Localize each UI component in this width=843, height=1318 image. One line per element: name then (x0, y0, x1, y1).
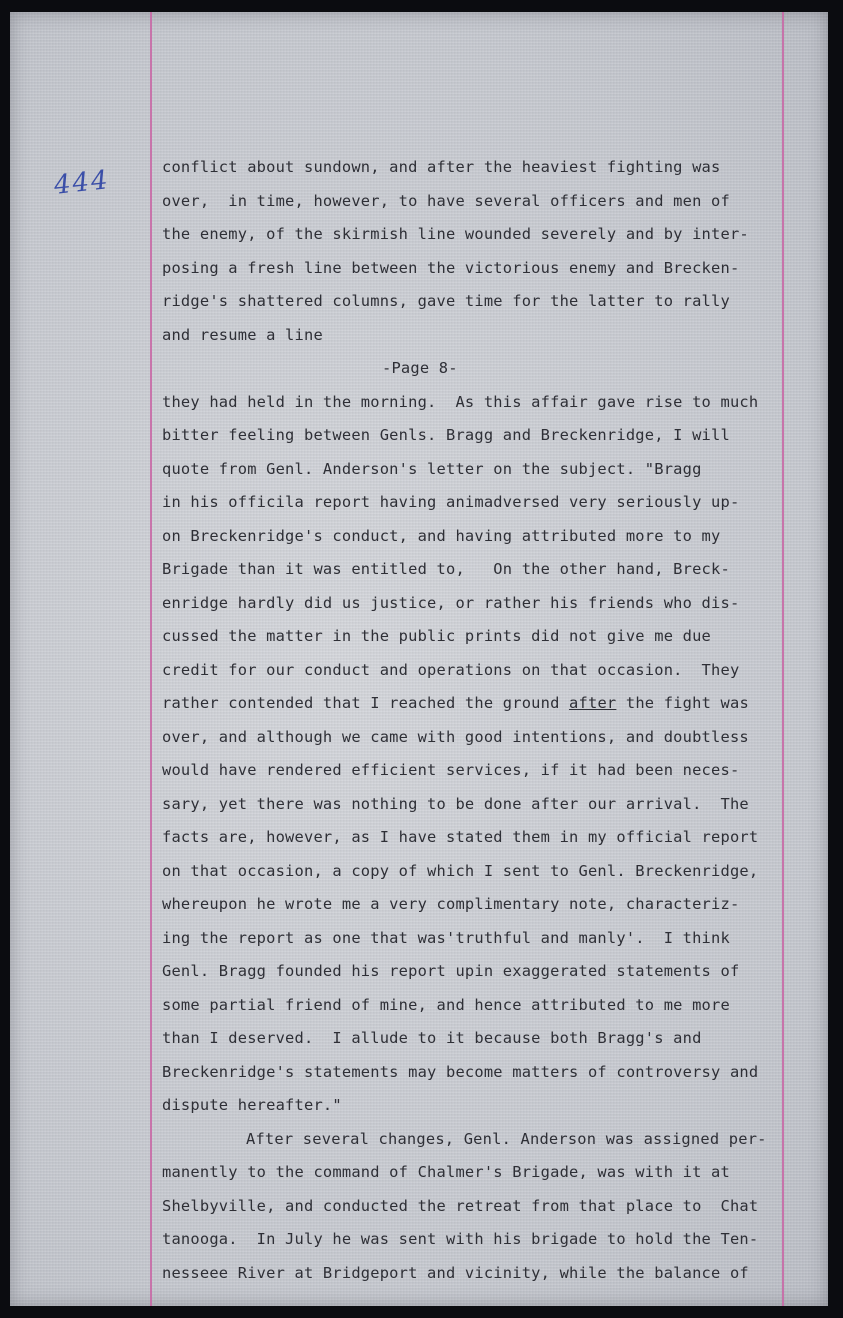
text-line: the enemy, of the skirmish line wounded severely and by inter- (162, 225, 749, 243)
text-line: than I deserved. I allude to it because both Bragg's and (162, 1029, 702, 1047)
left-margin-rule (150, 12, 152, 1306)
text-line: dispute hereafter." (162, 1096, 342, 1114)
text-line: sary, yet there was nothing to be done after our arrival. The (162, 795, 749, 813)
text-line (162, 694, 749, 712)
text-line: in his officila report having animadversed very seriously up- (162, 493, 740, 511)
text-segment: the fight was (616, 694, 749, 712)
page-marker: -Page 8- (382, 359, 458, 377)
text-line: over, in time, however, to have several officers and men of (162, 192, 730, 210)
text-line: on that occasion, a copy of which I sent to Genl. Breckenridge, (162, 862, 759, 880)
text-line: they had held in the morning. As this affair gave rise to much (162, 393, 759, 411)
text-line: Genl. Bragg founded his report upin exaggerated statements of (162, 962, 740, 980)
text-line: tanooga. In July he was sent with his brigade to hold the Ten- (162, 1230, 759, 1248)
right-margin-rule (782, 12, 784, 1306)
text-line: conflict about sundown, and after the heaviest fighting was (162, 158, 721, 176)
text-line: and resume a line (162, 326, 323, 344)
text-line: Shelbyville, and conducted the retreat from that place to Chat (162, 1197, 759, 1215)
text-line: facts are, however, as I have stated them in my official report (162, 828, 759, 846)
text-line: enridge hardly did us justice, or rather his friends who dis- (162, 594, 740, 612)
text-line: quote from Genl. Anderson's letter on the subject. "Bragg (162, 460, 702, 478)
text-line: After several changes, Genl. Anderson was assigned per- (246, 1130, 767, 1148)
text-line: bitter feeling between Genls. Bragg and Breckenridge, I will (162, 426, 730, 444)
text-line: Breckenridge's statements may become matters of controversy and (162, 1063, 759, 1081)
text-line: nesseee River at Bridgeport and vicinity, while the balance of (162, 1264, 749, 1282)
handwritten-folio-number: 444 (52, 165, 112, 201)
text-line: ing the report as one that was'truthful and manly'. I think (162, 929, 730, 947)
text-line: cussed the matter in the public prints did not give me due (162, 627, 712, 645)
text-line: posing a fresh line between the victorious enemy and Brecken- (162, 259, 740, 277)
text-line: on Breckenridge's conduct, and having attributed more to my (162, 527, 721, 545)
text-line: some partial friend of mine, and hence attributed to me more (162, 996, 730, 1014)
text-line: credit for our conduct and operations on that occasion. They (162, 661, 740, 679)
text-line: Brigade than it was entitled to, On the other hand, Breck- (162, 560, 730, 578)
text-line: manently to the command of Chalmer's Brigade, was with it at (162, 1163, 730, 1181)
underlined-word: after (569, 694, 617, 712)
text-line: would have rendered efficient services, if it had been neces- (162, 761, 740, 779)
text-line: ridge's shattered columns, gave time for the latter to rally (162, 292, 730, 310)
text-line: whereupon he wrote me a very complimentary note, characteriz- (162, 895, 740, 913)
text-segment: rather contended that I reached the ground (162, 694, 570, 712)
text-line: over, and although we came with good intentions, and doubtless (162, 728, 749, 746)
manuscript-page (10, 12, 828, 1306)
